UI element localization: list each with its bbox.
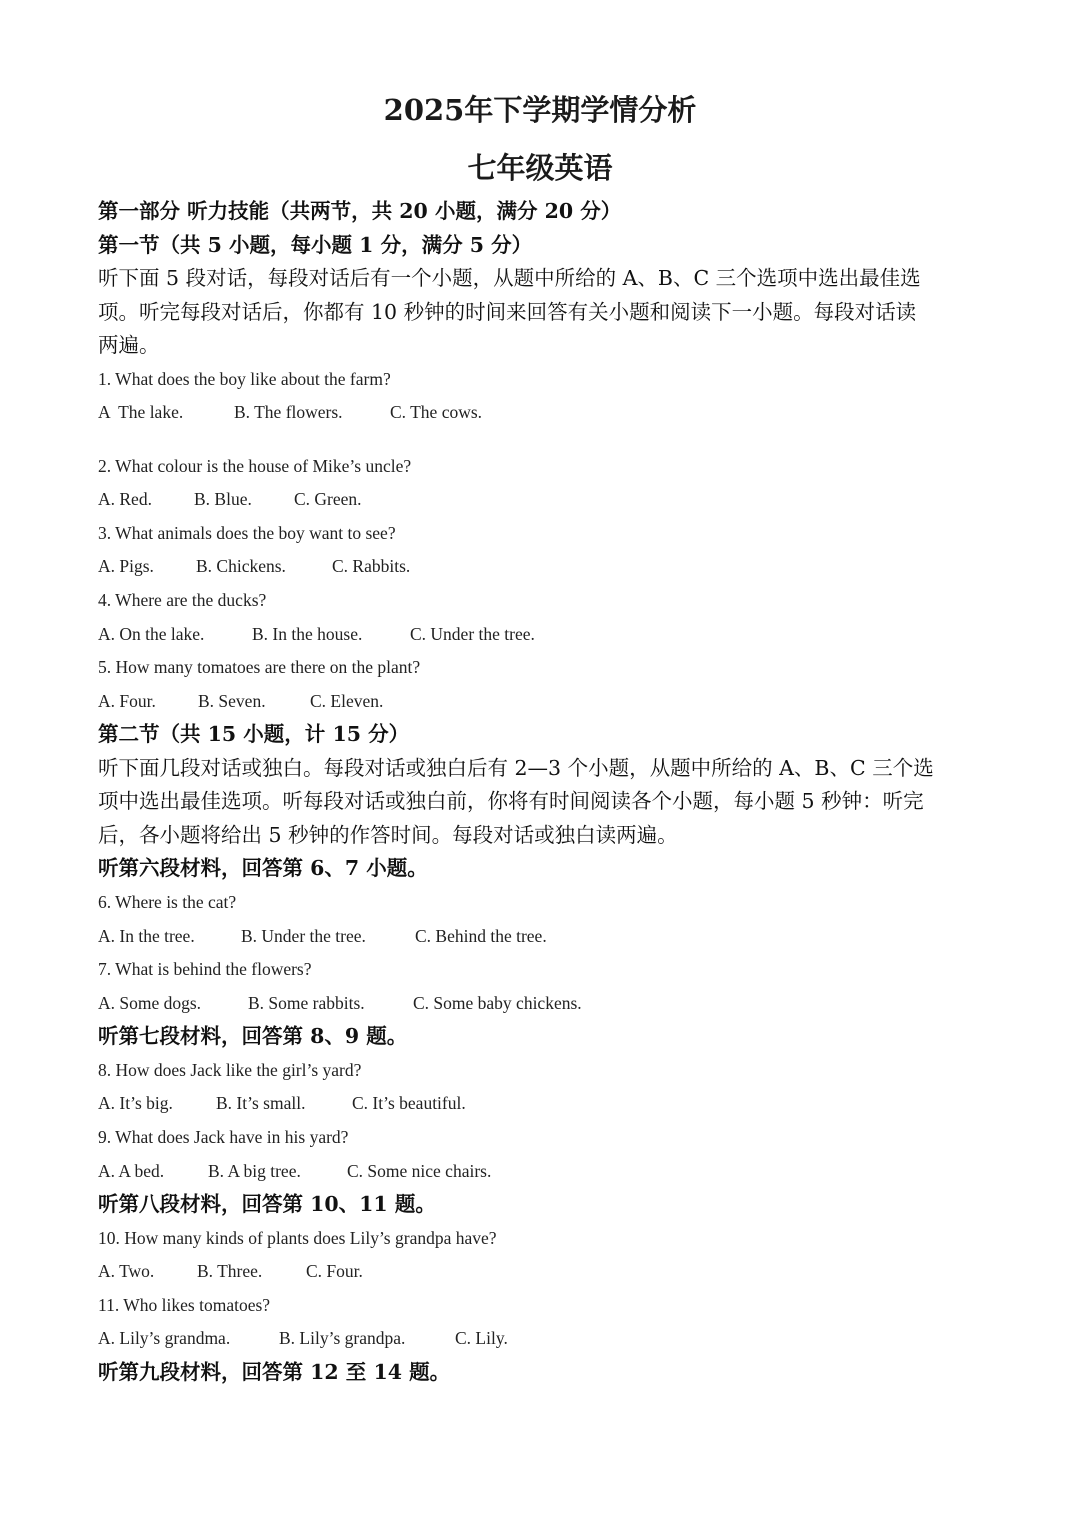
question: 10. How many kinds of plants does Lily’s grandpa have? [98, 1227, 497, 1248]
group-header: 听第七段材料，回答第 8、9 题。 [98, 1024, 408, 1049]
options-row [98, 920, 978, 954]
spacer [98, 430, 978, 450]
option-a: A. Some dogs. [98, 992, 202, 1013]
option-b: B. Chickens. [196, 556, 286, 577]
options-row [98, 1087, 978, 1121]
options-row [98, 483, 978, 517]
question: 4. Where are the ducks? [98, 590, 267, 611]
instruction-line: 听下面几段对话或独白。每段对话或独白后有 2—3 个小题，从题中所给的 A、B、C 三个选 [98, 755, 934, 780]
option-a: A. In the tree. [98, 925, 195, 946]
option-b: B. Blue. [194, 489, 252, 510]
option-b: B. Three. [197, 1261, 263, 1282]
option-c: C. Lily. [455, 1328, 508, 1349]
option-c: C. Some nice chairs. [347, 1160, 492, 1181]
option-c: C. Four. [306, 1261, 363, 1282]
option-b: B. Lily’s grandpa. [279, 1328, 406, 1349]
question: 7. What is behind the flowers? [98, 959, 312, 980]
option-b: B. Seven. [198, 690, 266, 711]
section-header: 第二节（共 15 小题，计 15 分） [98, 722, 410, 747]
option-a: A. Four. [98, 690, 156, 711]
section-header: 第一节（共 5 小题，每小题 1 分，满分 5 分） [98, 232, 533, 257]
question: 8. How does Jack like the girl’s yard? [98, 1059, 362, 1080]
instruction-line: 项。听完每段对话后，你都有 10 秒钟的时间来回答有关小题和阅读下一小题。每段对话读 [98, 299, 917, 324]
option-a: A. Lily’s grandma. [98, 1328, 231, 1349]
exam-content [98, 195, 978, 1390]
option-b: B. It’s small. [216, 1093, 306, 1114]
options-row [98, 1322, 978, 1356]
option-c: C. Behind the tree. [415, 925, 547, 946]
option-a: A. Pigs. [98, 556, 154, 577]
option-a: A The lake. [98, 402, 184, 423]
options-row [98, 618, 978, 652]
option-c: C. Some baby chickens. [413, 992, 582, 1013]
option-b: B. The flowers. [234, 402, 343, 423]
option-a: A. A bed. [98, 1160, 165, 1181]
question: 2. What colour is the house of Mike’s uncle? [98, 455, 412, 476]
question: 1. What does the boy like about the farm? [98, 368, 391, 389]
option-b: B. Some rabbits. [248, 992, 365, 1013]
exam-title: 2025年下学期学情分析 [383, 93, 697, 127]
options-row [98, 1255, 978, 1289]
group-header: 听第九段材料，回答第 12 至 14 题。 [98, 1360, 451, 1385]
question: 9. What does Jack have in his yard? [98, 1127, 349, 1147]
option-a: A. Red. [98, 489, 152, 510]
option-c: C. Rabbits. [332, 556, 411, 577]
options-row [98, 685, 978, 719]
option-c: C. The cows. [390, 402, 483, 423]
instruction-line: 项中选出最佳选项。听每段对话或独白前，你将有时间阅读各个小题，每小题 5 秒钟：听完 [98, 789, 924, 814]
option-b: B. Under the tree. [241, 925, 366, 946]
group-header: 听第八段材料，回答第 10、11 题。 [98, 1192, 436, 1217]
question: 6. Where is the cat? [98, 891, 237, 912]
instruction-line: 两遍。 [98, 333, 160, 357]
option-a: A. Two. [98, 1261, 155, 1282]
option-c: C. It’s beautiful. [352, 1093, 466, 1114]
options-row [98, 396, 978, 430]
options-row [98, 987, 978, 1021]
option-b: B. A big tree. [208, 1160, 301, 1181]
option-c: C. Eleven. [310, 690, 384, 711]
option-a: A. On the lake. [98, 623, 205, 644]
group-header: 听第六段材料，回答第 6、7 小题。 [98, 856, 428, 881]
option-c: C. Under the tree. [410, 623, 535, 644]
part-header: 第一部分 听力技能（共两节，共 20 小题，满分 20 分） [98, 199, 622, 223]
question: 3. What animals does the boy want to see? [98, 522, 396, 543]
exam-subtitle: 七年级英语 [467, 151, 613, 185]
option-b: B. In the house. [252, 623, 363, 644]
option-a: A. It’s big. [98, 1093, 173, 1114]
instruction-line: 后，各小题将给出 5 秒钟的作答时间。每段对话或独白读两遍。 [98, 822, 678, 847]
instruction-line: 听下面 5 段对话，每段对话后有一个小题，从题中所给的 A、B、C 三个选项中选出最佳选 [98, 266, 921, 290]
question: 11. Who likes tomatoes? [98, 1294, 271, 1315]
question: 5. How many tomatoes are there on the plant? [98, 657, 421, 678]
option-c: C. Green. [294, 489, 362, 510]
options-row [98, 1155, 978, 1189]
options-row [98, 550, 978, 584]
